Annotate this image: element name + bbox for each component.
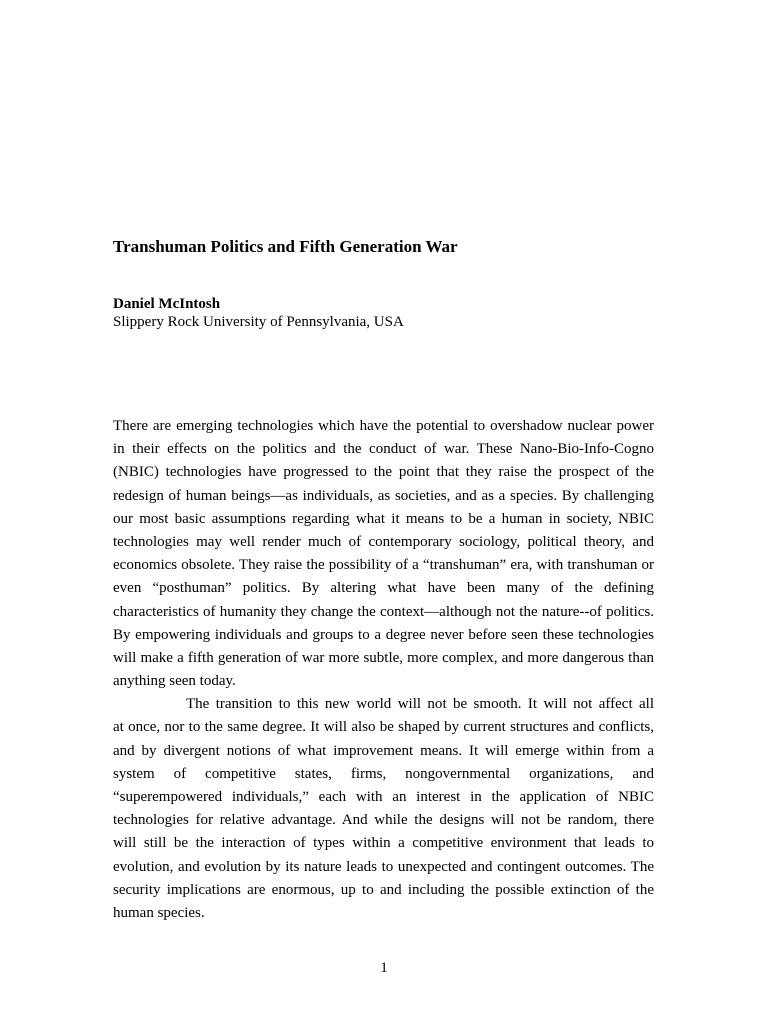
text-line: our most basic assumptions regarding what it means to be a human in society, NBIC: [113, 510, 654, 527]
paragraph: [113, 693, 654, 925]
text-line: (NBIC) technologies have progressed to the point that they raise the prospect of the: [113, 464, 654, 481]
text-line: at once, nor to the same degree. It will also be shaped by current structures and conflicts,: [113, 719, 654, 736]
text-line: There are emerging technologies which have the potential to overshadow nuclear power: [113, 418, 654, 434]
text-line: characteristics of humanity they change the context—although not the nature--of politics.: [113, 603, 654, 620]
text-line: human species.: [113, 904, 205, 921]
text-line: technologies for relative advantage. And while the designs will not be random, there: [113, 812, 654, 829]
text-line: will still be the interaction of types within a competitive environment that leads to: [113, 835, 654, 852]
text-line: even “posthuman” politics. By altering what have been many of the defining: [113, 580, 654, 597]
text-line: security implications are enormous, up to and including the possible extinction of the: [113, 881, 654, 898]
body-text: [113, 415, 654, 925]
text-line: anything seen today.: [113, 673, 236, 690]
text-line: economics obsolete. They raise the possibility of a “transhuman” era, with transhuman or: [113, 557, 654, 574]
text-line: The transition to this new world will not be smooth. It will not affect all: [186, 696, 654, 713]
author-name: Daniel McIntosh: [113, 296, 221, 312]
text-line: system of competitive states, firms, nongovernmental organizations, and: [113, 765, 654, 782]
text-line: evolution, and evolution by its nature leads to unexpected and contingent outcomes. The: [113, 858, 654, 875]
paragraph: [113, 415, 654, 693]
text-line: redesign of human beings—as individuals, as societies, and as a species. By challenging: [113, 487, 654, 504]
text-line: and by divergent notions of what improvement means. It will emerge within from a: [113, 742, 654, 759]
text-line: By empowering individuals and groups to a degree never before seen these technologies: [113, 626, 654, 643]
text-line: technologies may well render much of contemporary sociology, political theory, and: [113, 533, 654, 550]
text-line: will make a fifth generation of war more subtle, more complex, and more dangerous than: [113, 649, 654, 666]
author-affiliation: Slippery Rock University of Pennsylvania, USA: [113, 314, 404, 330]
text-line: in their effects on the politics and the conduct of war. These Nano-Bio-Info-Cogno: [113, 441, 654, 458]
text-line: “superempowered individuals,” each with an interest in the application of NBIC: [113, 789, 654, 805]
page-number: 1: [380, 960, 388, 976]
document-title: Transhuman Politics and Fifth Generation War: [113, 237, 458, 256]
